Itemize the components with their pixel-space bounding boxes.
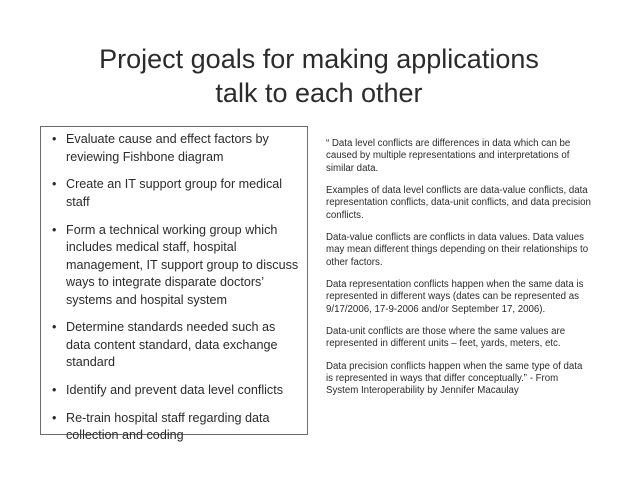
goal-item: • Form a technical working group which includes medical staff, hospital management, IT support group to discuss ways to integrate disparate doctors’ systems and hospital system bbox=[52, 222, 301, 310]
quote-paragraph: Examples of data level conflicts are data-value conflicts, data representation conflicts, data-unit conflicts, and data precision conflicts. bbox=[326, 185, 591, 221]
slide-title-line-1: Project goals for making applications bbox=[99, 44, 539, 74]
quote-paragraph: Data-value conflicts are conflicts in data values. Data values may mean different things depending on their relationships to other factors. bbox=[326, 232, 589, 268]
slide-title-line-2: talk to each other bbox=[215, 78, 423, 108]
quote-paragraph: Data-unit conflicts are those where the same values are represented in different units – feet, yards, meters, etc. bbox=[326, 326, 566, 350]
quote-paragraph: “ Data level conflicts are differences in data which can be caused by multiple representations and interpretations of similar data. bbox=[326, 138, 571, 174]
slide-title bbox=[40, 42, 598, 110]
goal-item: • Evaluate cause and effect factors by reviewing Fishbone diagram bbox=[52, 131, 301, 166]
goal-item: • Identify and prevent data level conflicts bbox=[52, 382, 301, 400]
goals-list bbox=[52, 131, 301, 445]
quote-paragraph: Data representation conflicts happen when the same data is represented in different ways (dates can be represented as 9/17/2006, 17-9-2006 and/or September 17, 2006). bbox=[326, 279, 584, 315]
quote-column bbox=[326, 138, 592, 408]
goal-item: • Create an IT support group for medical staff bbox=[52, 176, 301, 211]
goals-box bbox=[40, 126, 308, 443]
goal-item: • Determine standards needed such as data content standard, data exchange standard bbox=[52, 319, 301, 372]
goal-item: • Re-train hospital staff regarding data collection and coding bbox=[52, 410, 301, 445]
quote-paragraph: Data precision conflicts happen when the same type of data is represented in ways that differ conceptually.” - From System Interoperability by Jennifer Macaulay bbox=[326, 360, 583, 397]
